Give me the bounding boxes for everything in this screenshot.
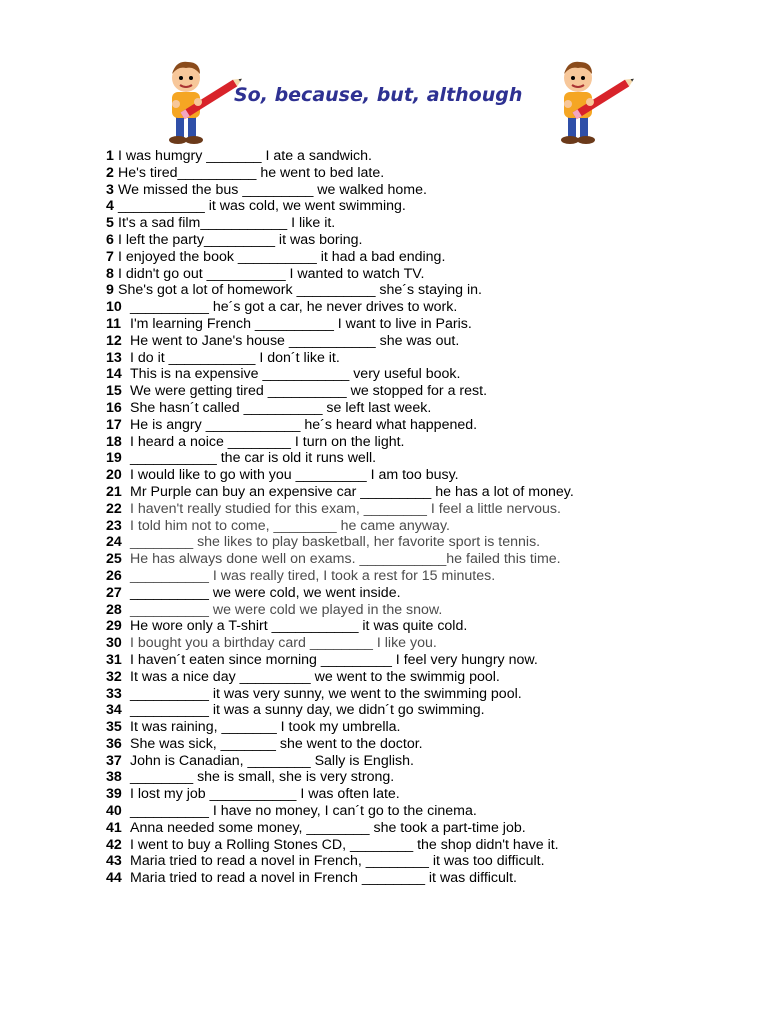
exercise-item (106, 585, 666, 602)
exercise-sentence: Maria tried to read a novel in French, ________ it was too difficult. (130, 853, 545, 870)
exercise-sentence: It's a sad film___________ I like it. (118, 215, 336, 232)
exercise-item (106, 753, 666, 770)
exercise-sentence: Anna needed some money, ________ she took a part-time job. (130, 819, 526, 836)
exercise-number: 14 (106, 366, 122, 383)
exercise-number: 24 (106, 534, 122, 551)
exercise-number: 6 (106, 231, 114, 248)
exercise-sentence: __________ he´s got a car, he never drives to work. (130, 299, 458, 316)
exercise-sentence: __________ we were cold we played in the snow. (130, 601, 443, 618)
exercise-number: 16 (106, 399, 122, 416)
exercise-item (106, 568, 666, 585)
exercise-item (106, 669, 666, 686)
exercise-sentence: I do it ___________ I don´t like it. (130, 349, 340, 366)
exercise-sentence: I was humgry _______ I ate a sandwich. (118, 148, 372, 164)
exercise-number: 41 (106, 819, 122, 836)
exercise-sentence: John is Canadian, ________ Sally is English. (130, 752, 414, 769)
exercise-sentence: ___________ it was cold, we went swimming. (118, 198, 406, 215)
exercise-sentence: I went to buy a Rolling Stones CD, ________ the shop didn't have it. (130, 836, 559, 853)
exercise-number: 39 (106, 786, 122, 803)
exercise-item (106, 366, 666, 383)
exercise-sentence: __________ it was a sunny day, we didn´t go swimming. (130, 702, 485, 719)
worksheet-title: So, because, but, although (234, 84, 523, 106)
exercise-item (106, 736, 666, 753)
exercise-sentence: I haven't really studied for this exam, ________ I feel a little nervous. (130, 500, 561, 517)
exercise-sentence: I would like to go with you _________ I am too busy. (130, 467, 459, 484)
exercise-number: 38 (106, 769, 122, 786)
exercise-item (106, 350, 666, 367)
exercise-item (106, 484, 666, 501)
exercise-number: 22 (106, 500, 122, 517)
exercise-number: 26 (106, 567, 122, 584)
exercise-list (106, 148, 666, 887)
exercise-sentence: We missed the bus _________ we walked home. (118, 181, 427, 198)
exercise-item (106, 635, 666, 652)
exercise-number: 12 (106, 332, 122, 349)
exercise-item (106, 769, 666, 786)
boy-with-pencil-icon (550, 54, 640, 146)
exercise-sentence: I didn't go out __________ I wanted to watch TV. (118, 265, 425, 282)
exercise-number: 10 (106, 299, 122, 316)
exercise-number: 28 (106, 601, 122, 618)
exercise-number: 27 (106, 584, 122, 601)
exercise-number: 34 (106, 702, 122, 719)
exercise-sentence: We were getting tired __________ we stopped for a rest. (130, 383, 488, 400)
exercise-sentence: It was raining, _______ I took my umbrella. (130, 719, 401, 736)
exercise-item (106, 165, 666, 182)
exercise-number: 40 (106, 803, 122, 820)
exercise-sentence: I'm learning French __________ I want to live in Paris. (130, 315, 472, 332)
exercise-sentence: __________ I was really tired, I took a rest for 15 minutes. (130, 567, 496, 584)
exercise-item (106, 333, 666, 350)
exercise-sentence: He's tired__________ he went to bed late. (118, 164, 385, 181)
exercise-number: 31 (106, 651, 122, 668)
exercise-item (106, 383, 666, 400)
exercise-item (106, 652, 666, 669)
exercise-item (106, 249, 666, 266)
exercise-item (106, 467, 666, 484)
exercise-number: 21 (106, 483, 122, 500)
exercise-item (106, 803, 666, 820)
exercise-sentence: Mr Purple can buy an expensive car _________ he has a lot of money. (130, 483, 574, 500)
exercise-sentence: She hasn´t called __________ se left last week. (130, 399, 432, 416)
exercise-sentence: __________ it was very sunny, we went to the swimming pool. (130, 685, 522, 702)
worksheet-header (0, 50, 768, 150)
exercise-sentence: It was a nice day _________ we went to the swimmig pool. (130, 668, 500, 685)
exercise-item (106, 282, 666, 299)
exercise-item (106, 602, 666, 619)
exercise-item (106, 450, 666, 467)
exercise-number: 32 (106, 668, 122, 685)
exercise-item (106, 316, 666, 333)
exercise-sentence: I haven´t eaten since morning _________ I feel very hungry now. (130, 651, 538, 668)
exercise-sentence: He went to Jane's house ___________ she was out. (130, 332, 460, 349)
exercise-number: 5 (106, 215, 114, 232)
exercise-item (106, 400, 666, 417)
exercise-item (106, 148, 666, 165)
exercise-item (106, 434, 666, 451)
exercise-sentence: She was sick, _______ she went to the doctor. (130, 735, 423, 752)
exercise-sentence: ___________ the car is old it runs well. (130, 450, 377, 467)
exercise-number: 7 (106, 248, 114, 265)
exercise-sentence: He has always done well on exams. ___________he failed this time. (130, 551, 561, 568)
exercise-item (106, 215, 666, 232)
exercise-sentence: She's got a lot of homework __________ she´s staying in. (118, 282, 482, 299)
exercise-number: 44 (106, 870, 122, 887)
exercise-sentence: This is na expensive ___________ very useful book. (130, 366, 461, 383)
exercise-sentence: I left the party_________ it was boring. (118, 231, 363, 248)
exercise-item (106, 618, 666, 635)
exercise-number: 9 (106, 282, 114, 299)
exercise-number: 17 (106, 416, 122, 433)
exercise-sentence: __________ I have no money, I can´t go to the cinema. (130, 803, 477, 820)
exercise-number: 36 (106, 735, 122, 752)
exercise-sentence: I lost my job ___________ I was often late. (130, 786, 400, 803)
exercise-number: 18 (106, 433, 122, 450)
exercise-number: 13 (106, 349, 122, 366)
exercise-number: 25 (106, 551, 122, 568)
exercise-number: 35 (106, 719, 122, 736)
exercise-number: 29 (106, 618, 122, 635)
exercise-sentence: ________ she is small, she is very strong. (130, 769, 395, 786)
exercise-number: 3 (106, 181, 114, 198)
exercise-number: 33 (106, 685, 122, 702)
exercise-number: 11 (106, 315, 121, 332)
exercise-sentence: __________ we were cold, we went inside. (130, 584, 401, 601)
exercise-number: 42 (106, 836, 122, 853)
exercise-number: 8 (106, 265, 114, 282)
exercise-item (106, 786, 666, 803)
exercise-sentence: Maria tried to read a novel in French ________ it was difficult. (130, 870, 517, 887)
exercise-item (106, 232, 666, 249)
exercise-item (106, 686, 666, 703)
exercise-number: 43 (106, 853, 122, 870)
exercise-number: 20 (106, 467, 122, 484)
exercise-number: 2 (106, 164, 114, 181)
exercise-sentence: ________ she likes to play basketball, her favorite sport is tennis. (130, 534, 541, 551)
exercise-number: 19 (106, 450, 122, 467)
exercise-item (106, 266, 666, 283)
exercise-item (106, 534, 666, 551)
exercise-item (106, 501, 666, 518)
exercise-item (106, 417, 666, 434)
exercise-item (106, 820, 666, 837)
exercise-sentence: I told him not to come, ________ he came anyway. (130, 517, 450, 534)
exercise-number: 1 (106, 148, 114, 164)
exercise-number: 23 (106, 517, 122, 534)
exercise-sentence: I bought you a birthday card ________ I like you. (130, 635, 437, 652)
exercise-number: 15 (106, 383, 122, 400)
exercise-item (106, 182, 666, 199)
exercise-sentence: I heard a noice ________ I turn on the light. (130, 433, 405, 450)
exercise-item (106, 702, 666, 719)
exercise-sentence: I enjoyed the book __________ it had a bad ending. (118, 248, 446, 265)
exercise-number: 4 (106, 198, 114, 215)
exercise-number: 37 (106, 752, 122, 769)
exercise-sentence: He wore only a T-shirt ___________ it was quite cold. (130, 618, 468, 635)
exercise-item (106, 870, 666, 887)
exercise-item (106, 299, 666, 316)
exercise-item (106, 719, 666, 736)
exercise-item (106, 853, 666, 870)
exercise-number: 30 (106, 635, 122, 652)
exercise-sentence: He is angry ____________ he´s heard what happened. (130, 416, 478, 433)
exercise-item (106, 198, 666, 215)
exercise-item (106, 837, 666, 854)
exercise-item (106, 551, 666, 568)
exercise-item (106, 518, 666, 535)
